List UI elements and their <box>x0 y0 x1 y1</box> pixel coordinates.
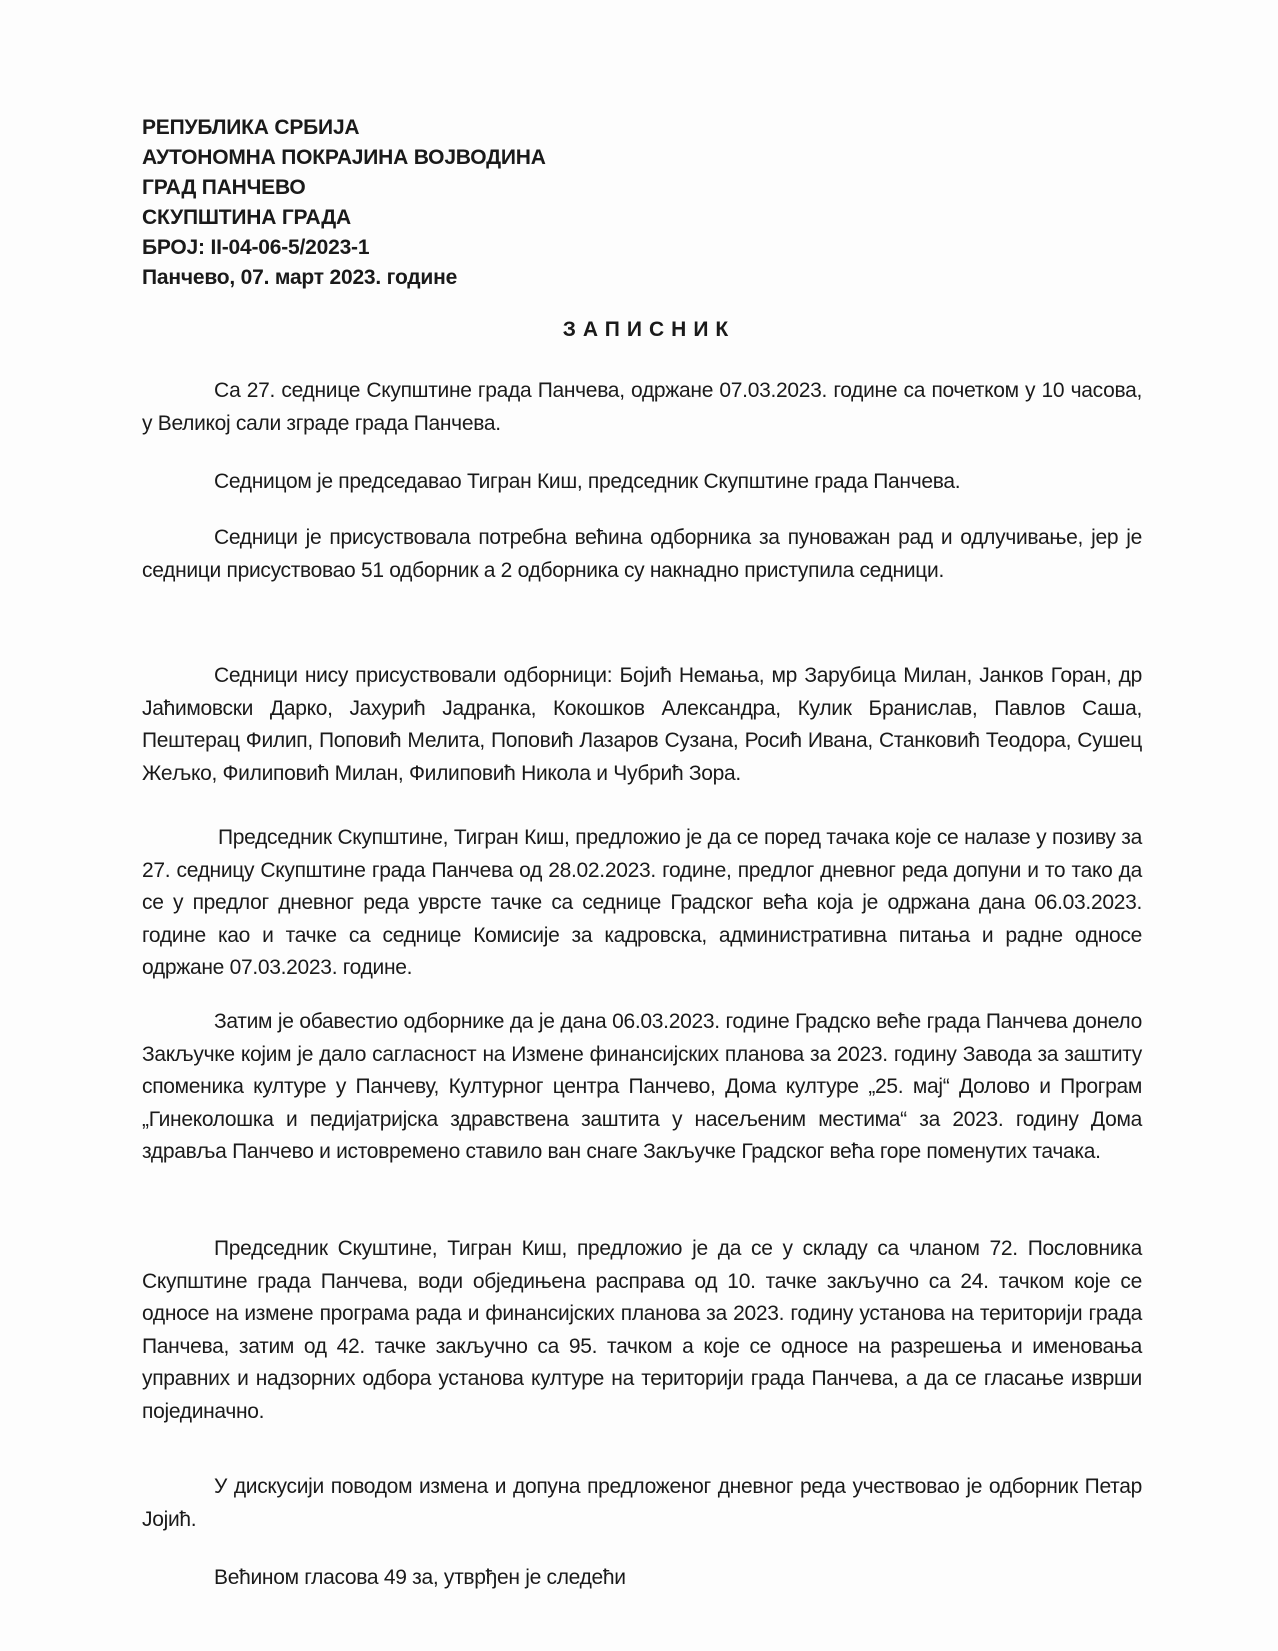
paragraph-session-info: Са 27. седнице Скупштине града Панчева, одржане 07.03.2023. године са почетком у 10 часова, у Великој сали зграде града Панчева. <box>142 379 1142 435</box>
header-number: БРОЈ: II-04-06-5/2023-1 <box>142 236 370 259</box>
paragraph-vote: Већином гласова 49 за, утврђен је следећи <box>214 1566 626 1589</box>
paragraph-council-conclusions: Затим је обавестио одборнике да је дана 06.03.2023. године Градско веће града Панчева донело Закључке којим је дало сагласност на Измене финансијских планова за 2023. годину Завода за заштиту споменика културе у Панчеву, Културног центра Панчево, Дома културе „25. мај“ Долово и Програм „Гинеколошка и педијатријска здравствена заштита у насељеним местима“ за 2023. годину Дома здравља Панчево и истовремено ставило ван снаге Закључке Градског већа горе поменутих тачака. <box>142 1010 1142 1163</box>
header-assembly: СКУПШТИНА ГРАДА <box>142 206 351 229</box>
document-title: ЗАПИСНИК <box>562 318 736 341</box>
paragraph-quorum: Седници је присуствовала потребна већина одборника за пуноважан рад и одлучивање, јер је седници присуствовао 51 одборник а 2 одборника су накнадно приступила седници. <box>142 526 1142 582</box>
header-province: АУТОНОМНА ПОКРАЈИНА ВОЈВОДИНА <box>142 146 546 169</box>
document-header <box>142 113 546 293</box>
paragraph-joint-debate: Председник Скуштине, Тигран Киш, предложио је да се у складу са чланом 72. Пословника Скупштине града Панчева, води обједињена расправа од 10. тачке закључно са 24. тачком које се односе на измене програма рада и финансијских планова за 2023. годину установа на територији града Панчева, затим од 42. тачке закључно са 95. тачком а које се односе на разрешења и именовања управних и надзорних одбора установа културе на територији града Панчева, а да се гласање изврши појединачно. <box>142 1237 1142 1423</box>
paragraph-agenda-proposal: Председник Скупштине, Тигран Киш, предложио је да се поред тачака које се налазе у позиву за 27. седницу Скупштине града Панчева од 28.02.2023. године, предлог дневног реда допуни и то тако да се у предлог дневног реда уврсте тачке са седнице Градског већа која је одржана дана 06.03.2023. године као и тачке са седнице Комисије за кадровска, административна питања и радне односе одржане 07.03.2023. године. <box>142 826 1142 979</box>
paragraph-absent: Седници нису присуствовали одборници: Бојић Немања, мр Зарубица Милан, Јанков Горан, др Јаћимовски Дарко, Јахурић Јадранка, Кокошков Александра, Кулик Бранислав, Павлов Саша, Пештерац Филип, Поповић Мелита, Поповић Лазаров Сузана, Росић Ивана, Станковић Теодора, Сушец Жељко, Филиповић Милан, Филиповић Никола и Чубрић Зора. <box>142 664 1142 785</box>
paragraph-discussion: У дискусији поводом измена и допуна предложеног дневног реда учествовао је одборник Петар Јојић. <box>142 1475 1142 1531</box>
paragraph-chair: Седницом је председавао Тигран Киш, председник Скупштине града Панчева. <box>214 470 961 493</box>
header-city: ГРАД ПАНЧЕВО <box>142 176 306 199</box>
header-date: Панчево, 07. март 2023. године <box>142 266 458 289</box>
header-republic: РЕПУБЛИКА СРБИЈА <box>142 116 360 139</box>
